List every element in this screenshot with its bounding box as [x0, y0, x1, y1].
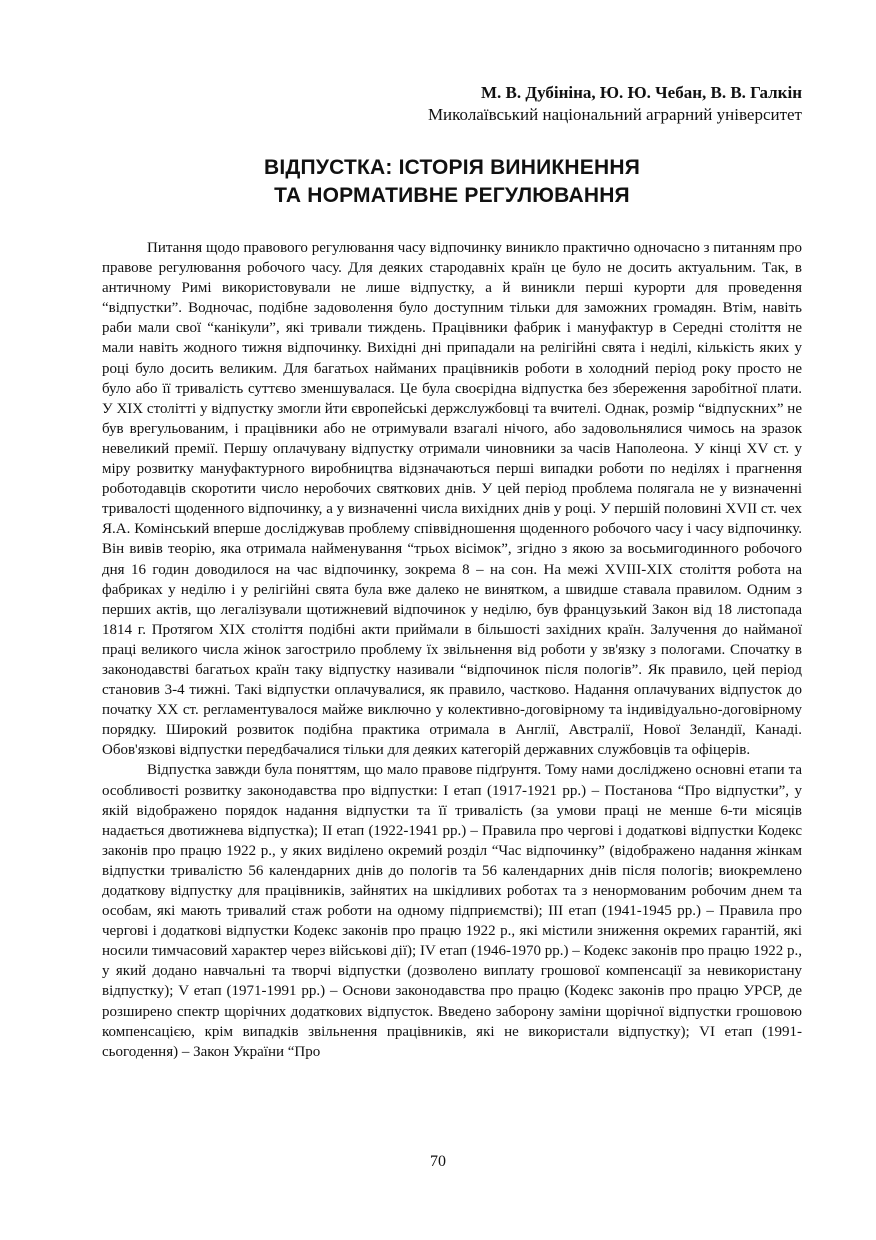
page-number: 70	[430, 1153, 446, 1170]
article-title-line-1: ВІДПУСТКА: ІСТОРІЯ ВИНИКНЕННЯ	[263, 156, 641, 179]
authors: М. В. Дубініна, Ю. Ю. Чебан, В. В. Галкін	[481, 83, 802, 102]
article-body	[102, 238, 802, 1062]
paper-page	[102, 82, 802, 1062]
article-title-line-2: ТА НОРМАТИВНЕ РЕГУЛЮВАННЯ	[274, 184, 630, 207]
article-title	[102, 154, 802, 210]
affiliation: Миколаївський національний аграрний університет	[427, 105, 802, 124]
body-paragraph-1: Питання щодо правового регулювання часу відпочинку виникло практично одночасно з питанням про правове регулювання робочого часу. Для деяких стародавніх країн це було не досить актуальним. Так, в античному Римі використовували не лише відпустку, а й виникли перші курорти для проведення “відпустки”. Водночас, подібне задоволення було доступним тільки для заможних громадян. Втім, навіть раби мали свої “канікули”, які тривали тиждень. Працівники фабрик і мануфактур в Середні століття не мали навіть жодного тижня відпочинку. Вихідні дні припадали на релігійні свята і неділі, кількість яких у році було досить великим. Для багатьох найманих працівників роботи в холодний період року просто не було або її тривалість суттєво зменшувалася. Це була своєрідна відпустка без збереження заробітної плати. У XIX столітті у відпустку змогли йти європейські держслужбовці та вчителі. Однак, розмір “відпускних” не був врегульованим, і працівники або не отримували взагалі нічого, або задовольнялися чимось на зразок невеликий премії. Першу оплачувану відпустку отримали чиновники за часів Наполеона. У кінці XV ст. у міру розвитку мануфактурного виробництва відзначаються перші випадки роботи по неділях і прагнення роботодавців скоротити число неробочих святкових днів. У цей період проблема полягала не у визначенні тривалості щоденного відпочинку, а у визначенні числа вихідних днів у році. У першій половині XVII ст. чех Я.А. Комінський вперше досліджував проблему співвідношення щоденного робочого часу і часу відпочинку. Він вивів теорію, яка отримала найменування “трьох вісімок”, згідно з якою за восьмигодинного робочого дня 16 годин доводилося на час відпочинку, зокрема 8 – на сон. На межі XVIII-XIX століття робота на фабриках у неділю і у релігійні свята була вже далеко не винятком, а швидше ставала правилом. Одним з перших актів, що легалізували щотижневий відпочинок у неділю, був французький Закон від 18 листопада 1814 г. Протягом XIX століття подібні акти приймали в більшості західних країн. Залучення до найманої праці великого числа жінок загострило проблему їх звільнення від роботи у зв'язку з пологами. Спочатку в законодавстві багатьох країн таку відпустку називали “відпочинок після пологів”. Як правило, цей період становив 3-4 тижні. Такі відпустки оплачувалися, як правило, частково. Надання оплачуваних відпусток до початку XX ст. регламентувалося майже виключно у колективно-договірному та індивідуально-договірному порядку. Широкий розвиток подібна практика отримала в Англії, Австралії, Нової Зеландії, Канаді. Обов'язкові відпустки передбачалися тільки для деяких категорій державних службовців та офіцерів.	[102, 240, 802, 759]
body-paragraph-2: Відпустка завжди була поняттям, що мало правове підґрунтя. Тому нами досліджено основні етапи та особливості розвитку законодавства про відпустки: I етап (1917-1921 рр.) – Постанова “Про відпустки”, у якій відображено порядок надання відпустки та її тривалість (за умови праці не менше 6-ти місяців надається двотижнева відпустка); II етап (1922-1941 рр.) – Правила про чергові і додаткові відпустки Кодекс законів про працю 1922 р., у яких виділено окремий розділ “Час відпочинку” (відображено надання жінкам відпустки тривалістю 56 календарних днів до пологів та 56 календарних днів після пологів; виокремлено додаткову відпустку для працівників, зайнятих на шкідливих роботах та з ненормованим робочим днем та особам, які мають тривалий стаж роботи на одному підприємстві); III етап (1941-1945 рр.) – Правила про чергові і додаткові відпустки Кодекс законів про працю 1922 р., які містили зниження окремих гарантій, які носили тимчасовий характер через військові дії); IV етап (1946-1970 рр.) – Кодекс законів про працю 1922 р., у який додано навчальні та творчі відпустки (дозволено виплату грошової компенсації за невикористану відпустку); V етап (1971-1991 рр.) – Основи законодавства про працю (Кодекс законів про працю УРСР, де розширено спектр щорічних додаткових відпусток. Введено заборону заміни щорічної відпустки грошовою компенсацією, крім випадків звільнення працівників, які не використали відпустку); VI етап (1991-сьогодення) – Закон України “Про	[102, 762, 802, 1060]
